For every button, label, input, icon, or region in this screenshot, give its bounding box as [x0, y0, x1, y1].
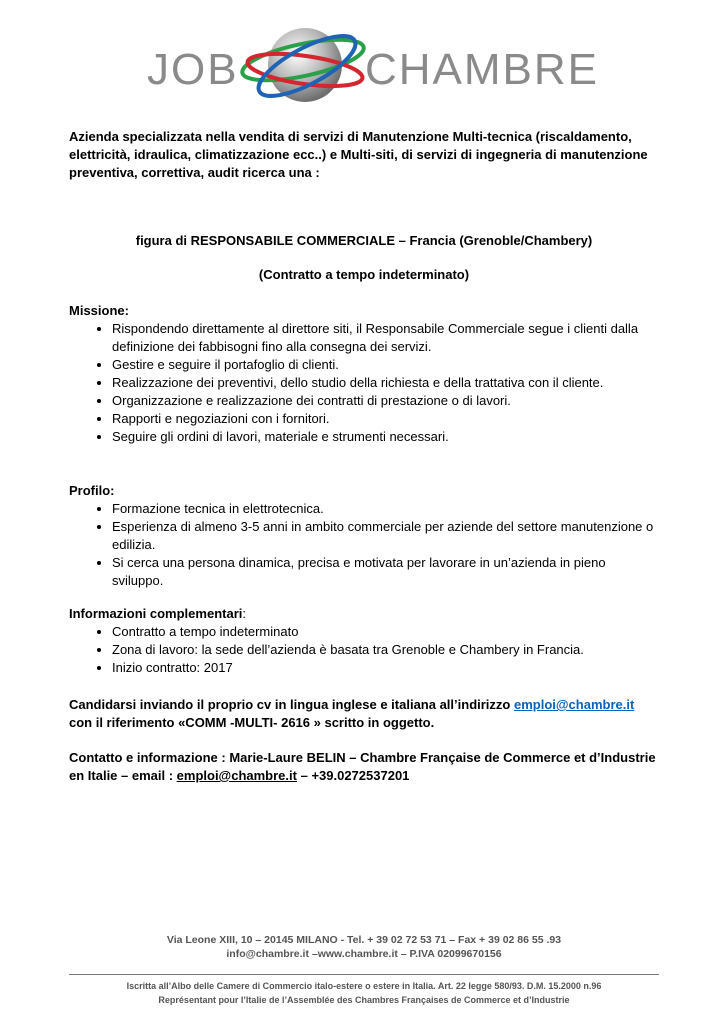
list-item: • Seguire gli ordini di lavori, materiale e strumenti necessari. — [112, 428, 659, 446]
footer-address-line: Via Leone XIII, 10 – 20145 MILANO - Tel. + 39 02 72 53 71 – Fax + 39 02 86 55 .93 — [166, 934, 562, 946]
list-item: • Formazione tecnica in elettrotecnica. — [112, 500, 659, 518]
apply-text-after: con il riferimento «COMM -MULTI- 2616 » scritto in oggetto. — [69, 715, 435, 730]
footer-legal-line: Iscritta all’Albo delle Camere di Commercio italo-estere o estere in Italia. Art. 22 legge 580/93. D.M. 15.2000 n.96 — [126, 981, 602, 991]
list-item: • Esperienza di almeno 3-5 anni in ambito commerciale per aziende del settore manutenzione o edilizia. — [112, 518, 659, 554]
apply-text-before: Candidarsi inviando il proprio cv in lingua inglese e italiana all’indirizzo — [69, 697, 514, 712]
list-item: • Organizzazione e realizzazione dei contratti di prestazione o di lavori. — [112, 392, 659, 410]
section-profilo — [69, 482, 659, 590]
contact-text-after: – +39.0272537201 — [296, 768, 410, 783]
section-heading: Profilo: — [69, 483, 115, 498]
contact-text-before: Contatto e informazione : Marie-Laure BELIN – Chambre Française de Commerce et d’Industrie en Italie – email : — [69, 750, 656, 783]
profilo-list — [69, 500, 659, 590]
section-heading — [69, 605, 659, 623]
heading-text: Informazioni complementari — [69, 606, 243, 621]
list-item: • Contratto a tempo indeterminato — [112, 623, 659, 641]
list-item: • Gestire e seguire il portafoglio di clienti. — [112, 356, 659, 374]
heading-colon: : — [242, 606, 246, 621]
logo-text-job: JOB — [147, 45, 239, 94]
list-item: • Rapporti e negoziazioni con i fornitori. — [112, 410, 659, 428]
list-item: • Realizzazione dei preventivi, dello studio della richiesta e della trattativa con il cliente. — [112, 374, 659, 392]
footer-divider — [69, 974, 659, 975]
section-informazioni — [69, 605, 659, 677]
contact-paragraph — [69, 749, 659, 785]
list-item: • Inizio contratto: 2017 — [112, 659, 659, 677]
job-title: figura di RESPONSABILE COMMERCIALE – Francia (Grenoble/Chambery) — [135, 233, 593, 248]
footer-contact-line: info@chambre.it –www.chambre.it – P.IVA 02099670156 — [226, 948, 502, 960]
intro-paragraph: Azienda specializzata nella vendita di servizi di Manutenzione Multi-tecnica (riscaldamento, elettricità, idraulica, climatizzazione ecc..) e Multi-siti, di servizi di ingegneria di manutenzione preventiva, correttiva, audit ricerca una : — [69, 129, 648, 180]
list-item: • Si cerca una persona dinamica, precisa e motivata per lavorare in un’azienda in pieno sviluppo. — [112, 554, 659, 590]
company-logo — [133, 20, 600, 110]
section-heading: Missione: — [69, 303, 129, 318]
list-item: • Rispondendo direttamente al direttore siti, il Responsabile Commerciale segue i clienti dalla definizione dei fabbisogni fino alla consegna dei servizi. — [112, 320, 659, 356]
list-item: • Zona di lavoro: la sede dell’azienda è basata tra Grenoble e Chambery in Francia. — [112, 641, 659, 659]
globe-icon — [233, 20, 373, 110]
section-missione — [69, 302, 659, 446]
contract-type: (Contratto a tempo indeterminato) — [258, 267, 470, 282]
logo-text-chambre: CHAMBRE — [365, 45, 600, 94]
missione-list — [69, 320, 659, 446]
apply-paragraph — [69, 696, 659, 732]
footer-representation-line: Représentant pour l’Italie de l’Assemblée des Chambres Françaises de Commerce et d’Industrie — [158, 995, 570, 1005]
apply-email-link[interactable]: emploi@chambre.it — [513, 697, 635, 712]
contact-email-link[interactable]: emploi@chambre.it — [176, 768, 297, 783]
footer-address — [69, 933, 659, 961]
info-list — [69, 623, 659, 677]
footer-legal — [69, 979, 659, 1007]
